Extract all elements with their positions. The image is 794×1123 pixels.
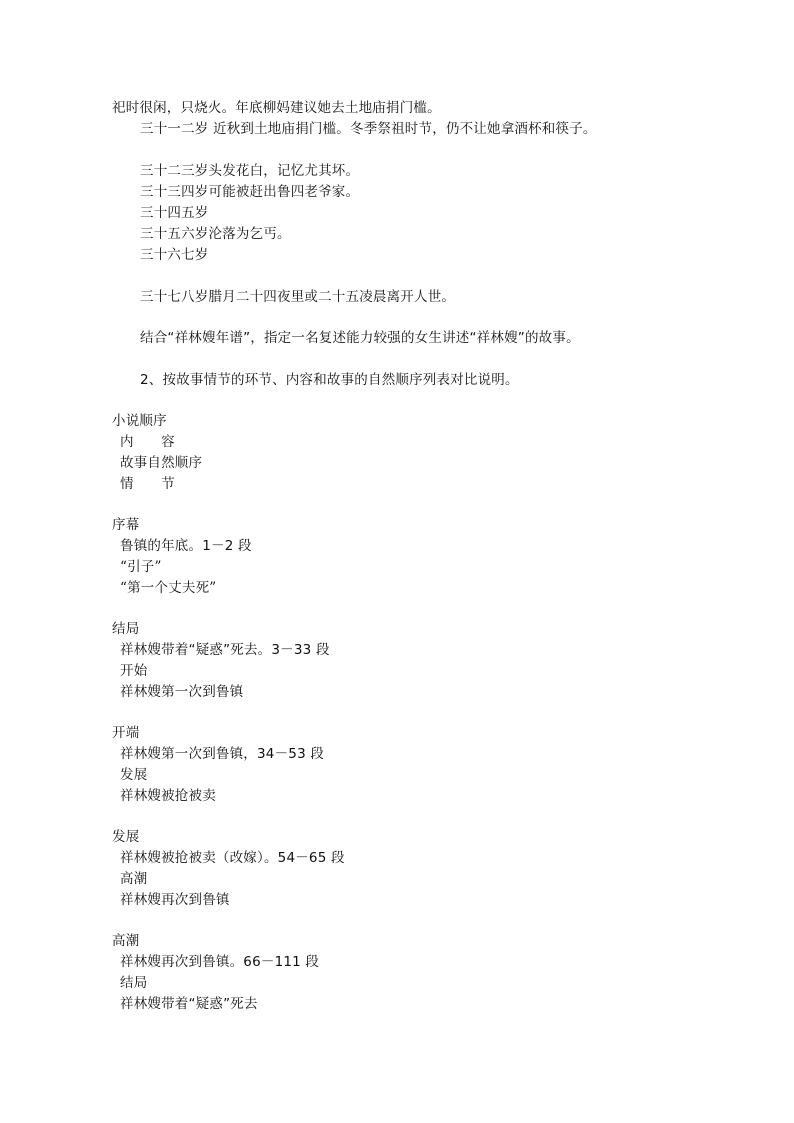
text-line: 三十二三岁头发花白，记忆尤其坏。: [140, 163, 360, 179]
section-heading: 开端: [112, 725, 140, 741]
section-heading: 高潮: [112, 933, 140, 949]
section-extra: 发展: [120, 767, 148, 783]
section-content: 鲁镇的年底。1－2 段: [120, 538, 252, 554]
section-extra: 祥林嫂第一次到鲁镇: [120, 684, 244, 700]
section-extra: 祥林嫂再次到鲁镇: [120, 892, 230, 908]
section-extra: “引子”: [120, 559, 162, 575]
section-content: 祥林嫂第一次到鲁镇，34－53 段: [120, 746, 325, 762]
table-title: 小说顺序: [112, 413, 167, 429]
section-heading: 发展: [112, 829, 140, 845]
text-line: 三十六七岁: [140, 247, 209, 263]
section-content: 祥林嫂带着“疑惑”死去。3－33 段: [120, 642, 330, 658]
section-content: 祥林嫂再次到鲁镇。66－111 段: [120, 954, 320, 970]
column-header-plot: 情 节: [120, 476, 175, 492]
column-header-content: 内 容: [120, 434, 175, 450]
column-header-natural-order: 故事自然顺序: [120, 455, 203, 471]
text-line: 三十五六岁沦落为乞丐。: [140, 226, 291, 242]
section-extra: 结局: [120, 975, 148, 991]
text-line: 三十一二岁 近秋到土地庙捐门槛。冬季祭祖时节，仍不让她拿酒杯和筷子。: [140, 121, 597, 137]
text-line: 祀时很闲，只烧火。年底柳妈建议她去土地庙捐门槛。: [112, 100, 441, 116]
text-line: 结合“祥林嫂年谱”，指定一名复述能力较强的女生讲述“祥林嫂”的故事。: [140, 330, 580, 346]
text-line: 三十三四岁可能被赶出鲁四老爷家。: [140, 184, 360, 200]
section-heading: 结局: [112, 621, 140, 637]
section-extra: 祥林嫂被抢被卖: [120, 788, 216, 804]
section-extra: 开始: [120, 663, 148, 679]
section-extra: “第一个丈夫死”: [120, 580, 217, 596]
text-line: 三十四五岁: [140, 205, 209, 221]
section-extra: 祥林嫂带着“疑惑”死去: [120, 996, 258, 1012]
section-extra: 高潮: [120, 871, 148, 887]
text-line: 2、按故事情节的环节、内容和故事的自然顺序列表对比说明。: [140, 372, 519, 388]
section-content: 祥林嫂被抢被卖（改嫁）。54－65 段: [120, 850, 345, 866]
text-line: 三十七八岁腊月二十四夜里或二十五凌晨离开人世。: [140, 289, 456, 305]
section-heading: 序幕: [112, 517, 140, 533]
